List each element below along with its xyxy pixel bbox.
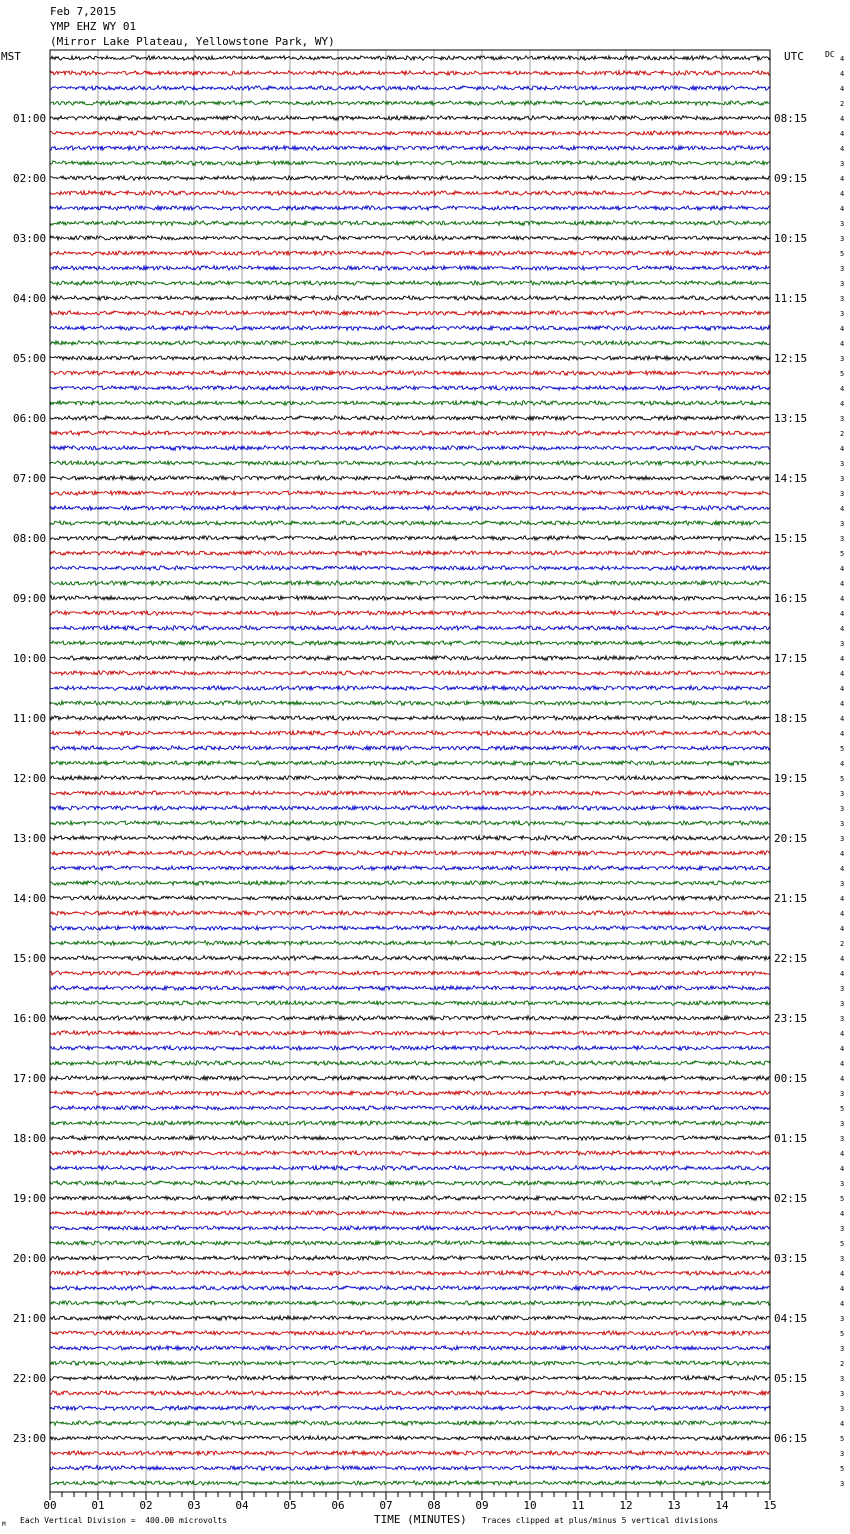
dc-value: 5 <box>840 1240 845 1248</box>
trace-row-79 <box>50 1226 770 1231</box>
dc-value: 4 <box>840 865 845 873</box>
trace-row-17 <box>50 296 770 301</box>
x-tick-label: 09 <box>475 1499 489 1512</box>
left-hour-label: 17:00 <box>13 1072 47 1085</box>
station-code: YMP EHZ WY 01 <box>50 20 137 33</box>
trace-row-43 <box>50 686 770 691</box>
trace-row-66 <box>50 1031 770 1036</box>
left-hour-label: 01:00 <box>13 112 47 125</box>
left-hour-label: 04:00 <box>13 292 47 305</box>
x-tick-label: 06 <box>331 1499 345 1512</box>
dc-value: 4 <box>840 610 845 618</box>
right-hour-label: 11:15 <box>774 292 808 305</box>
trace-row-25 <box>50 416 770 421</box>
trace-row-88 <box>50 1361 770 1366</box>
trace-row-93 <box>50 1436 770 1441</box>
trace-row-96 <box>50 1481 770 1486</box>
trace-row-5 <box>50 116 770 121</box>
trace-row-36 <box>50 581 770 586</box>
dc-value: 4 <box>840 325 845 333</box>
dc-value: 3 <box>840 1345 845 1353</box>
trace-row-82 <box>50 1271 770 1276</box>
dc-value: 4 <box>840 895 845 903</box>
right-hour-label: 05:15 <box>774 1372 808 1385</box>
dc-value: 4 <box>840 1030 845 1038</box>
dc-value: 3 <box>840 280 845 288</box>
trace-row-75 <box>50 1166 770 1171</box>
trace-row-63 <box>50 986 770 991</box>
right-hour-label: 01:15 <box>774 1132 808 1145</box>
clip-note: Traces clipped at plus/minus 5 vertical divisions <box>482 1516 719 1525</box>
dc-value: 4 <box>840 115 845 123</box>
dc-value: 3 <box>840 1180 845 1188</box>
dc-value: 3 <box>840 805 845 813</box>
trace-row-76 <box>50 1181 770 1186</box>
trace-row-21 <box>50 356 770 361</box>
trace-row-44 <box>50 701 770 706</box>
dc-value: 5 <box>840 1465 845 1473</box>
dc-value: 4 <box>840 730 845 738</box>
right-hour-label: 17:15 <box>774 652 808 665</box>
trace-row-13 <box>50 236 770 241</box>
left-hour-label: 08:00 <box>13 532 47 545</box>
trace-row-9 <box>50 176 770 181</box>
trace-row-70 <box>50 1091 770 1096</box>
dc-header-label: DC <box>825 50 835 59</box>
dc-value: 3 <box>840 520 845 528</box>
trace-row-89 <box>50 1376 770 1381</box>
right-hour-label: 02:15 <box>774 1192 808 1205</box>
dc-value: 3 <box>840 475 845 483</box>
trace-row-33 <box>50 536 770 541</box>
trace-row-46 <box>50 731 770 736</box>
dc-value: 5 <box>840 775 845 783</box>
dc-value: 2 <box>840 940 845 948</box>
trace-row-61 <box>50 956 770 961</box>
dc-value: 4 <box>840 655 845 663</box>
x-tick-label: 13 <box>667 1499 681 1512</box>
dc-value: 4 <box>840 955 845 963</box>
trace-row-34 <box>50 551 770 556</box>
trace-row-65 <box>50 1016 770 1021</box>
dc-value: 4 <box>840 1165 845 1173</box>
trace-row-41 <box>50 656 770 661</box>
right-hour-label: 15:15 <box>774 532 808 545</box>
dc-value: 3 <box>840 1135 845 1143</box>
dc-value: 5 <box>840 1435 845 1443</box>
dc-value: 2 <box>840 430 845 438</box>
left-hour-label: 05:00 <box>13 352 47 365</box>
trace-row-1 <box>50 56 770 61</box>
dc-value: 4 <box>840 1285 845 1293</box>
trace-row-42 <box>50 671 770 676</box>
dc-value: 2 <box>840 1360 845 1368</box>
dc-value: 3 <box>840 355 845 363</box>
dc-value: 4 <box>840 400 845 408</box>
x-tick-label: 03 <box>187 1499 201 1512</box>
left-hour-label: 20:00 <box>13 1252 47 1265</box>
right-hour-label: 10:15 <box>774 232 808 245</box>
trace-row-12 <box>50 221 770 226</box>
dc-value: 4 <box>840 1075 845 1083</box>
dc-value: 4 <box>840 55 845 63</box>
trace-row-29 <box>50 476 770 481</box>
trace-row-50 <box>50 791 770 796</box>
trace-row-62 <box>50 971 770 976</box>
dc-value: 4 <box>840 145 845 153</box>
right-hour-label: 00:15 <box>774 1072 808 1085</box>
dc-value: 4 <box>840 505 845 513</box>
trace-row-95 <box>50 1466 770 1471</box>
trace-row-48 <box>50 761 770 766</box>
dc-value: 4 <box>840 595 845 603</box>
trace-row-86 <box>50 1331 770 1336</box>
trace-row-37 <box>50 596 770 601</box>
trace-row-31 <box>50 506 770 511</box>
left-hour-label: 16:00 <box>13 1012 47 1025</box>
dc-value: 4 <box>840 1045 845 1053</box>
dc-value: 4 <box>840 850 845 858</box>
dc-value: 2 <box>840 100 845 108</box>
left-hour-label: 21:00 <box>13 1312 47 1325</box>
trace-row-56 <box>50 881 770 886</box>
dc-value: 5 <box>840 550 845 558</box>
left-hour-label: 22:00 <box>13 1372 47 1385</box>
trace-row-84 <box>50 1301 770 1306</box>
corner-mark: M <box>2 1521 6 1528</box>
dc-value: 3 <box>840 880 845 888</box>
right-hour-label: 20:15 <box>774 832 808 845</box>
right-hour-label: 12:15 <box>774 352 808 365</box>
dc-value: 3 <box>840 1090 845 1098</box>
dc-value: 3 <box>840 1120 845 1128</box>
trace-row-94 <box>50 1451 770 1456</box>
trace-row-16 <box>50 281 770 286</box>
left-hour-label: 12:00 <box>13 772 47 785</box>
left-hour-label: 09:00 <box>13 592 47 605</box>
trace-row-68 <box>50 1061 770 1066</box>
left-hour-label: 10:00 <box>13 652 47 665</box>
dc-value: 3 <box>840 640 845 648</box>
left-hour-label: 15:00 <box>13 952 47 965</box>
trace-row-11 <box>50 206 770 211</box>
trace-row-26 <box>50 431 770 436</box>
right-hour-label: 21:15 <box>774 892 808 905</box>
dc-value: 4 <box>840 85 845 93</box>
dc-value: 3 <box>840 1225 845 1233</box>
trace-row-53 <box>50 836 770 841</box>
trace-row-54 <box>50 851 770 856</box>
x-axis-title: TIME (MINUTES) <box>374 1513 467 1526</box>
dc-value: 3 <box>840 985 845 993</box>
trace-row-91 <box>50 1406 770 1411</box>
dc-value: 4 <box>840 130 845 138</box>
x-tick-label: 04 <box>235 1499 249 1512</box>
trace-row-87 <box>50 1346 770 1351</box>
dc-value: 3 <box>840 1255 845 1263</box>
dc-value: 5 <box>840 250 845 258</box>
dc-value: 4 <box>840 1420 845 1428</box>
dc-value: 3 <box>840 490 845 498</box>
dc-value: 3 <box>840 835 845 843</box>
trace-row-52 <box>50 821 770 826</box>
trace-row-51 <box>50 806 770 811</box>
trace-row-47 <box>50 746 770 751</box>
x-tick-label: 15 <box>763 1499 777 1512</box>
dc-value: 4 <box>840 715 845 723</box>
dc-value: 3 <box>840 295 845 303</box>
dc-value: 4 <box>840 1270 845 1278</box>
trace-row-60 <box>50 941 770 946</box>
x-tick-label: 00 <box>43 1499 57 1512</box>
trace-row-7 <box>50 146 770 151</box>
right-hour-label: 22:15 <box>774 952 808 965</box>
dc-value: 3 <box>840 790 845 798</box>
dc-value: 3 <box>840 1375 845 1383</box>
dc-value: 4 <box>840 385 845 393</box>
right-timezone-label: UTC <box>784 50 804 63</box>
left-hour-label: 19:00 <box>13 1192 47 1205</box>
trace-row-45 <box>50 716 770 721</box>
dc-value: 3 <box>840 1015 845 1023</box>
dc-value: 5 <box>840 1195 845 1203</box>
trace-row-15 <box>50 266 770 271</box>
trace-row-55 <box>50 866 770 871</box>
dc-value: 4 <box>840 910 845 918</box>
dc-value: 3 <box>840 1480 845 1488</box>
trace-row-81 <box>50 1256 770 1261</box>
x-tick-label: 10 <box>523 1499 537 1512</box>
dc-value: 4 <box>840 970 845 978</box>
dc-value: 4 <box>840 445 845 453</box>
dc-value: 4 <box>840 625 845 633</box>
dc-value: 3 <box>840 1390 845 1398</box>
left-timezone-label: MST <box>1 50 21 63</box>
dc-value: 4 <box>840 70 845 78</box>
right-hour-label: 09:15 <box>774 172 808 185</box>
trace-row-22 <box>50 371 770 376</box>
trace-row-20 <box>50 341 770 346</box>
dc-value: 3 <box>840 535 845 543</box>
trace-row-35 <box>50 566 770 571</box>
trace-row-85 <box>50 1316 770 1321</box>
trace-row-28 <box>50 461 770 466</box>
trace-row-80 <box>50 1241 770 1246</box>
left-hour-label: 11:00 <box>13 712 47 725</box>
trace-row-23 <box>50 386 770 391</box>
trace-row-59 <box>50 926 770 931</box>
dc-value: 3 <box>840 235 845 243</box>
trace-row-77 <box>50 1196 770 1201</box>
trace-row-69 <box>50 1076 770 1081</box>
dc-value: 4 <box>840 190 845 198</box>
dc-value: 3 <box>840 1000 845 1008</box>
trace-row-6 <box>50 131 770 136</box>
dc-value: 4 <box>840 580 845 588</box>
trace-row-32 <box>50 521 770 526</box>
x-tick-label: 11 <box>571 1499 585 1512</box>
dc-value: 3 <box>840 1315 845 1323</box>
left-hour-label: 03:00 <box>13 232 47 245</box>
trace-row-10 <box>50 191 770 196</box>
right-hour-label: 18:15 <box>774 712 808 725</box>
x-tick-label: 02 <box>139 1499 153 1512</box>
trace-row-57 <box>50 896 770 901</box>
x-tick-label: 05 <box>283 1499 297 1512</box>
dc-value: 3 <box>840 415 845 423</box>
dc-value: 4 <box>840 340 845 348</box>
dc-value: 4 <box>840 175 845 183</box>
dc-value: 5 <box>840 745 845 753</box>
trace-row-30 <box>50 491 770 496</box>
trace-row-78 <box>50 1211 770 1216</box>
dc-value: 4 <box>840 565 845 573</box>
right-hour-label: 08:15 <box>774 112 808 125</box>
x-tick-label: 08 <box>427 1499 441 1512</box>
left-hour-label: 13:00 <box>13 832 47 845</box>
right-hour-label: 03:15 <box>774 1252 808 1265</box>
trace-row-8 <box>50 161 770 165</box>
dc-value: 5 <box>840 370 845 378</box>
dc-value: 3 <box>840 265 845 273</box>
trace-row-73 <box>50 1136 770 1141</box>
right-hour-label: 13:15 <box>774 412 808 425</box>
dc-value: 3 <box>840 460 845 468</box>
trace-row-2 <box>50 71 770 76</box>
trace-row-67 <box>50 1046 770 1051</box>
trace-row-58 <box>50 911 770 916</box>
trace-row-40 <box>50 641 770 646</box>
dc-value: 4 <box>840 760 845 768</box>
trace-row-27 <box>50 446 770 451</box>
trace-row-38 <box>50 611 770 616</box>
dc-value: 5 <box>840 1105 845 1113</box>
dc-value: 3 <box>840 1405 845 1413</box>
dc-value: 4 <box>840 1210 845 1218</box>
right-hour-label: 16:15 <box>774 592 808 605</box>
dc-value: 3 <box>840 220 845 228</box>
trace-row-92 <box>50 1421 770 1426</box>
trace-row-14 <box>50 251 770 256</box>
scale-note: Each Vertical Division = 400.00 microvolts <box>20 1516 228 1525</box>
left-hour-label: 06:00 <box>13 412 47 425</box>
dc-value: 4 <box>840 205 845 213</box>
trace-row-90 <box>50 1391 770 1396</box>
dc-value: 3 <box>840 1450 845 1458</box>
right-hour-label: 04:15 <box>774 1312 808 1325</box>
dc-value: 4 <box>840 925 845 933</box>
trace-row-72 <box>50 1121 770 1126</box>
trace-row-49 <box>50 776 770 781</box>
left-hour-label: 07:00 <box>13 472 47 485</box>
dc-value: 3 <box>840 310 845 318</box>
left-hour-label: 14:00 <box>13 892 47 905</box>
dc-value: 4 <box>840 670 845 678</box>
trace-row-83 <box>50 1286 770 1291</box>
left-hour-label: 23:00 <box>13 1432 47 1445</box>
right-hour-label: 14:15 <box>774 472 808 485</box>
plot-frame <box>50 50 770 1492</box>
dc-value: 4 <box>840 685 845 693</box>
left-hour-label: 18:00 <box>13 1132 47 1145</box>
dc-value: 5 <box>840 1330 845 1338</box>
trace-row-64 <box>50 1001 770 1006</box>
trace-row-4 <box>50 101 770 106</box>
trace-row-3 <box>50 86 770 91</box>
dc-value: 4 <box>840 1150 845 1158</box>
right-hour-label: 19:15 <box>774 772 808 785</box>
x-tick-label: 14 <box>715 1499 729 1512</box>
dc-value: 4 <box>840 700 845 708</box>
x-tick-label: 12 <box>619 1499 633 1512</box>
trace-row-24 <box>50 401 770 406</box>
trace-row-18 <box>50 311 770 316</box>
dc-value: 4 <box>840 1300 845 1308</box>
trace-row-19 <box>50 326 770 331</box>
trace-row-74 <box>50 1151 770 1156</box>
station-location: (Mirror Lake Plateau, Yellowstone Park, WY) <box>50 35 335 48</box>
left-hour-label: 02:00 <box>13 172 47 185</box>
x-tick-label: 01 <box>91 1499 105 1512</box>
dc-value: 3 <box>840 820 845 828</box>
trace-row-39 <box>50 626 770 631</box>
dc-value: 3 <box>840 160 845 168</box>
plot-date: Feb 7,2015 <box>50 5 117 18</box>
trace-row-71 <box>50 1106 770 1111</box>
x-tick-label: 07 <box>379 1499 393 1512</box>
dc-value: 4 <box>840 1060 845 1068</box>
right-hour-label: 23:15 <box>774 1012 808 1025</box>
right-hour-label: 06:15 <box>774 1432 808 1445</box>
